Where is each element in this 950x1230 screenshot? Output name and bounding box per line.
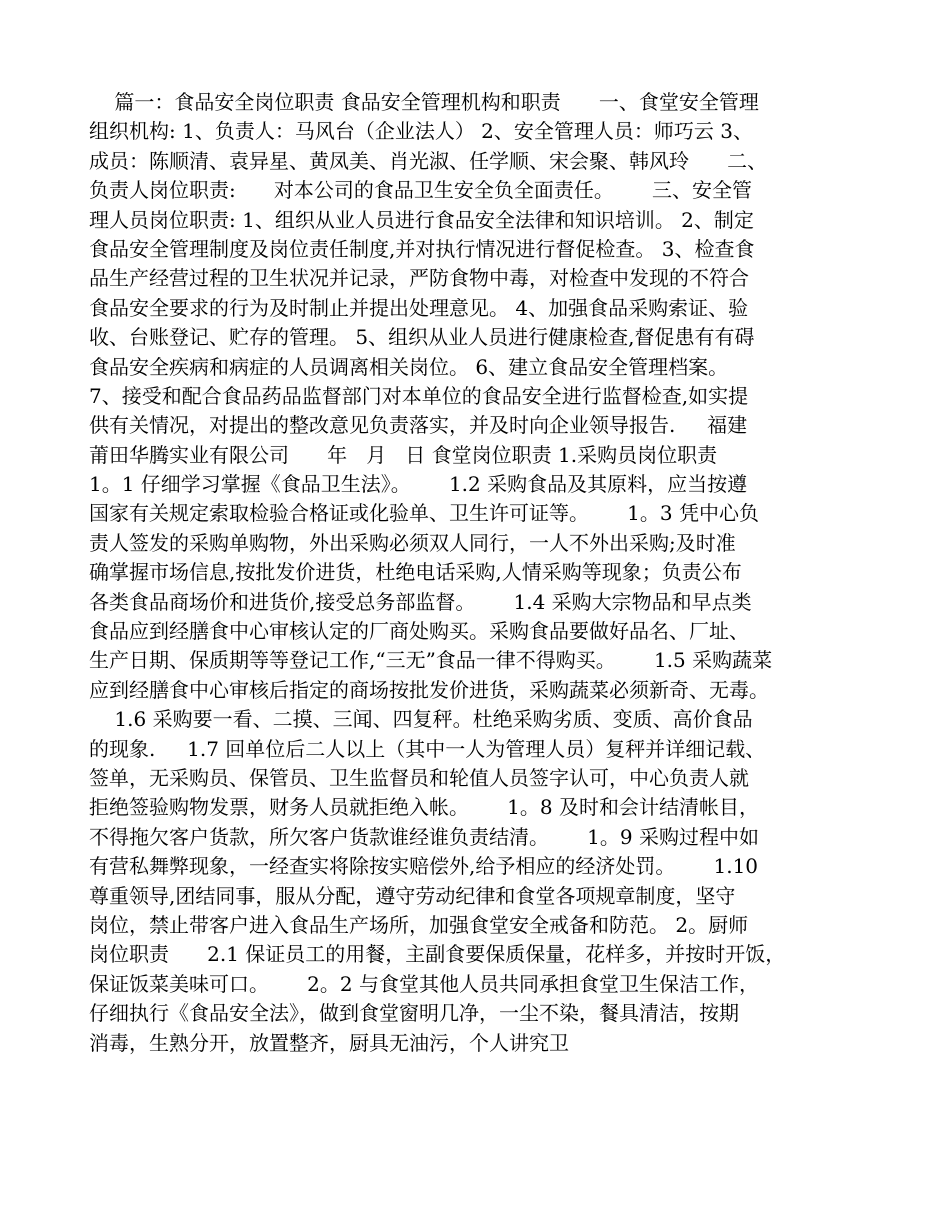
text-line: 签单，无采购员、保管员、卫生监督员和轮值人员签字认可，中心负责人就 xyxy=(89,765,749,790)
text-line: 负责人岗位职责: 对本公司的食品卫生安全负全面责任。 三、安全管 xyxy=(89,178,753,203)
text-line: 应到经膳食中心审核后指定的商场按批发价进货，采购蔬菜必须新奇、无毒。 xyxy=(89,677,769,702)
text-line: 岗位职责 2.1 保证员工的用餐，主副食要保质保量，花样多，并按时开饭， xyxy=(89,942,786,967)
text-line: 理人员岗位职责: 1、组织从业人员进行食品安全法律和知识培训。 2、制定 xyxy=(89,207,754,232)
text-line: 尊重领导,团结同事，服从分配，遵守劳动纪律和食堂各项规章制度，坚守 xyxy=(89,883,736,908)
text-line: 的现象. 1.7 回单位后二人以上（其中一人为管理人员）复秤并详细记载、 xyxy=(89,736,766,761)
text-line: 生产日期、保质期等等登记工作,“三无”食品一律不得购买。 1.5 采购蔬菜 xyxy=(89,648,773,673)
text-line: 国家有关规定索取检验合格证或化验单、卫生许可证等。 1。3 凭中心负 xyxy=(89,501,759,526)
text-line: 1。1 仔细学习掌握《食品卫生法》。 1.2 采购食品及其原料，应当按遵 xyxy=(89,472,748,497)
text-line: 供有关情况，对提出的整改意见负责落实，并及时向企业领导报告. 福建 xyxy=(89,413,748,438)
text-line: 各类食品商场价和进货价,接受总务部监督。 1.4 采购大宗物品和早点类 xyxy=(89,589,752,614)
text-line: 岗位，禁止带客户进入食品生产场所，加强食堂安全戒备和防范。 2。厨师 xyxy=(89,912,749,937)
text-line: 食品安全疾病和病症的人员调离相关岗位。 6、建立食品安全管理档案。 xyxy=(89,354,729,379)
text-line: 成员：陈顺清、袁异星、黄凤美、肖光淑、任学顺、宋会聚、韩风玲 二、 xyxy=(89,148,768,173)
text-line: 不得拖欠客户货款，所欠客户货款谁经谁负责结清。 1。9 采购过程中如 xyxy=(89,824,759,849)
text-line: 保证饭菜美味可口。 2。2 与食堂其他人员共同承担食堂卫生保洁工作， xyxy=(89,971,759,996)
text-line: 组织机构: 1、负责人：马风台（企业法人） 2、安全管理人员：师巧云 3、 xyxy=(89,119,753,144)
text-line: 1.6 采购要一看、二摸、三闻、四复秤。杜绝采购劣质、变质、高价食品 xyxy=(89,707,753,732)
text-line: 食品安全要求的行为及时制止并提出处理意见。 4、加强食品采购索证、验 xyxy=(89,295,749,320)
text-line: 确掌握市场信息,按批发价进货，杜绝电话采购,人情采购等现象；负责公布 xyxy=(89,560,742,585)
document-body xyxy=(89,88,869,1058)
text-line: 仔细执行《食品安全法》，做到食堂窗明几净，一尘不染，餐具清洁，按期 xyxy=(89,1001,739,1026)
text-line: 拒绝签验购物发票，财务人员就拒绝入帐。 1。8 及时和会计结清帐目， xyxy=(89,795,759,820)
text-line: 食品安全管理制度及岗位责任制度,并对执行情况进行督促检查。 3、检查食 xyxy=(89,236,755,261)
text-line: 有营私舞弊现象，一经查实将除按实赔偿外,给予相应的经济处罚。 1.10 xyxy=(89,854,759,879)
text-line: 收、台账登记、贮存的管理。 5、组织从业人员进行健康检查,督促患有有碍 xyxy=(89,325,755,350)
text-line: 品生产经营过程的卫生状况并记录，严防食物中毒，对检查中发现的不符合 xyxy=(89,266,749,291)
text-line: 篇一：食品安全岗位职责 食品安全管理机构和职责 一、食堂安全管理 xyxy=(89,90,759,114)
text-line: 7、接受和配合食品药品监督部门对本单位的食品安全进行监督检查,如实提 xyxy=(89,383,749,408)
text-line: 消毒，生熟分开，放置整齐，厨具无油污，个人讲究卫 xyxy=(89,1030,569,1055)
text-line: 责人签发的采购单购物，外出采购必须双人同行，一人不外出采购;及时准 xyxy=(89,530,736,555)
text-line: 莆田华腾实业有限公司 年 月 日 食堂岗位职责 1.采购员岗位职责 xyxy=(89,442,718,467)
text-line: 食品应到经膳食中心审核认定的厂商处购买。采购食品要做好品名、厂址、 xyxy=(89,619,749,644)
